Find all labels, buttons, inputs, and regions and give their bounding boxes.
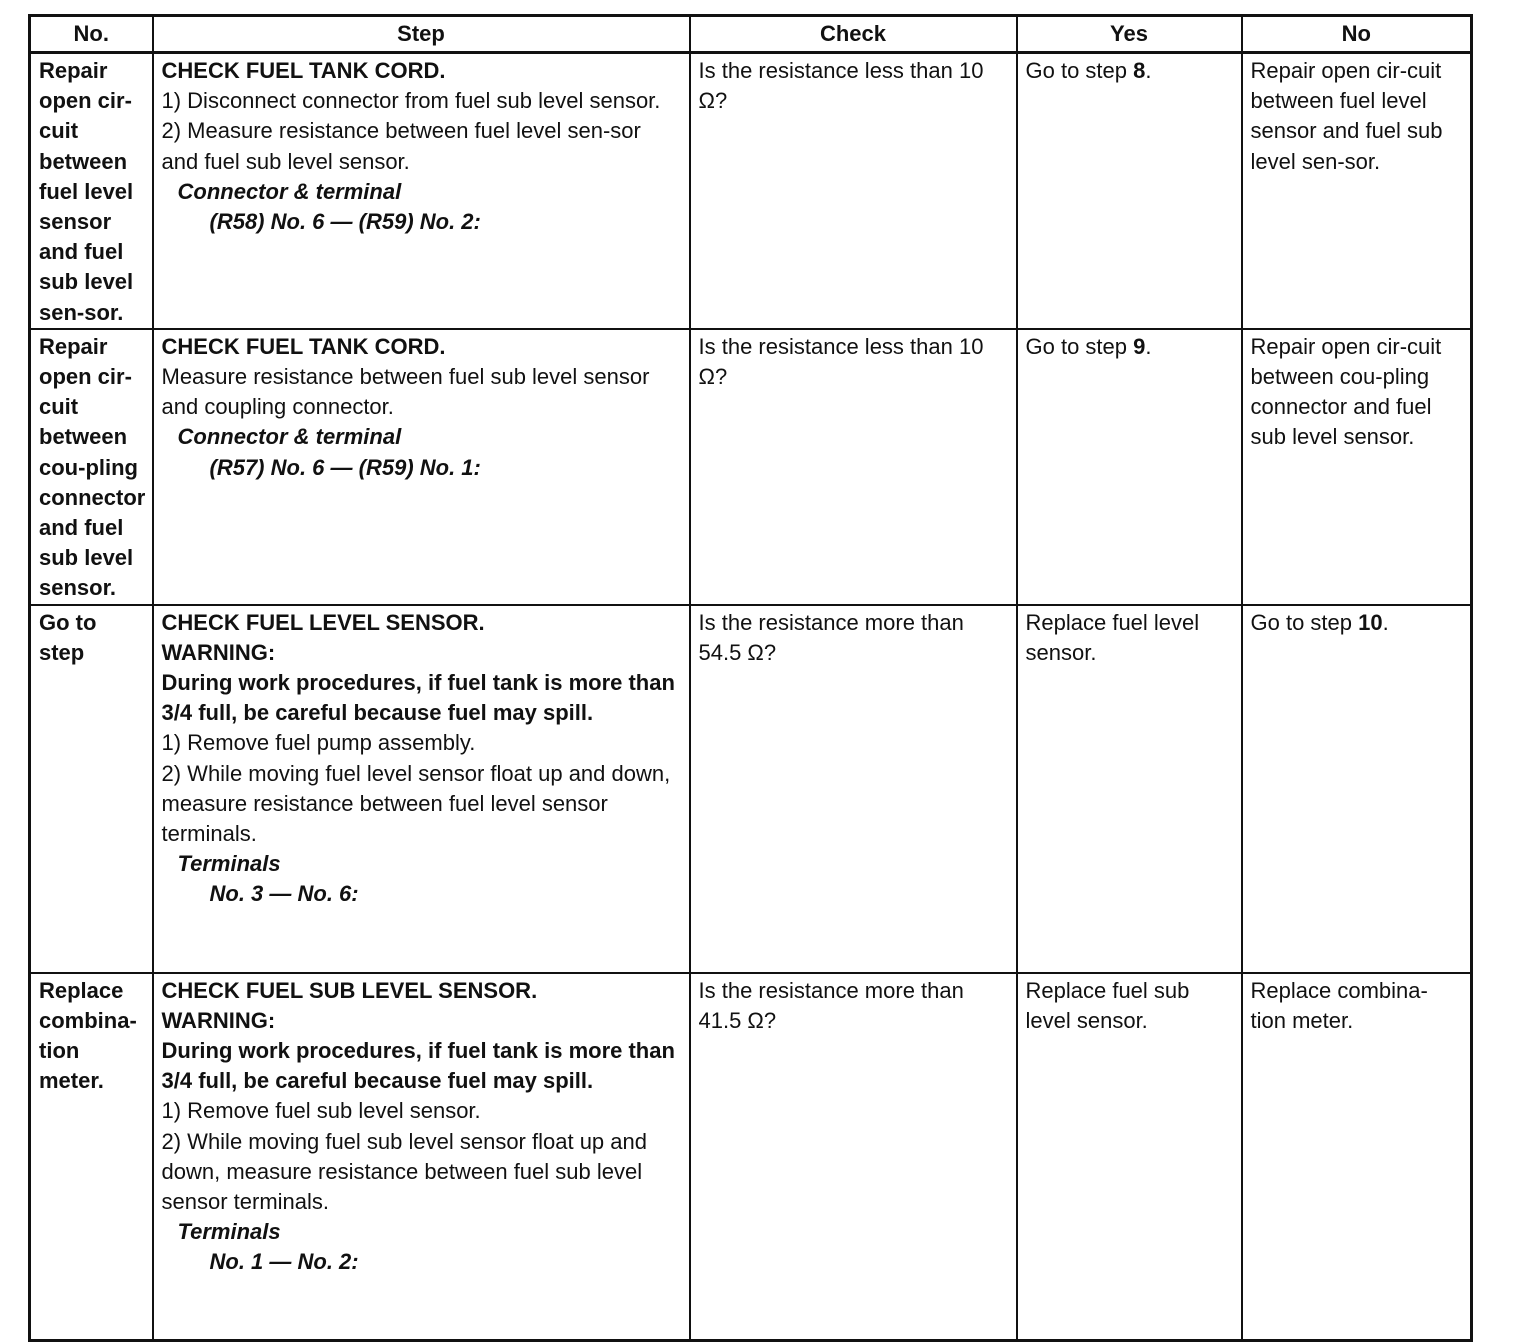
- yes-cell: Replace fuel level sensor.: [1017, 605, 1242, 973]
- connector-label: Connector & terminal: [177, 178, 402, 204]
- diagnostic-table: [28, 14, 1473, 1342]
- connector-value: (R58) No. 6 — (R59) No. 2:: [209, 209, 481, 235]
- no-cell: [1242, 605, 1472, 973]
- table-row: [30, 605, 1472, 973]
- step-title: CHECK FUEL TANK CORD.: [161, 333, 446, 359]
- header-no-column: No: [1242, 16, 1472, 53]
- no-cell: Repair open cir-cuit between cou-pling connector and fuel sub level sensor.: [1242, 329, 1472, 605]
- check-cell: Is the resistance more than 54.5 Ω?: [690, 605, 1017, 973]
- step-cell: [153, 605, 690, 973]
- step-number: Replace combina-tion meter.: [30, 973, 153, 1341]
- step-instruction: 2) While moving fuel level sensor float up and down, measure resistance between fuel level sensor terminals.: [161, 760, 671, 847]
- terminals-label: Terminals: [177, 851, 281, 877]
- terminals-value: No. 3 — No. 6:: [209, 881, 359, 907]
- step-number: Repair open cir-cuit between fuel level sensor and fuel sub level sen-sor.: [30, 53, 153, 329]
- step-instruction: 1) Remove fuel pump assembly.: [161, 730, 476, 756]
- no-text: Go to step: [1250, 609, 1359, 635]
- step-instruction: 1) Remove fuel sub level sensor.: [161, 1098, 481, 1124]
- header-row: [30, 16, 1472, 53]
- step-instruction: 1) Disconnect connector from fuel sub level sensor.: [161, 88, 661, 114]
- yes-step-ref: 8: [1133, 58, 1146, 83]
- header-check: Check: [690, 16, 1017, 53]
- table-row: [30, 329, 1472, 605]
- table-row: [30, 53, 1472, 329]
- step-title: CHECK FUEL TANK CORD.: [161, 58, 446, 83]
- step-number: Repair open cir-cuit between cou-pling connector and fuel sub level sensor.: [30, 329, 153, 605]
- table-row: [30, 973, 1472, 1341]
- step-instruction: Measure resistance between fuel sub level sensor and coupling connector.: [161, 364, 650, 420]
- check-cell: Is the resistance less than 10 Ω?: [690, 53, 1017, 329]
- terminals-label: Terminals: [177, 1219, 281, 1245]
- no-cell: Repair open cir-cuit between fuel level sensor and fuel sub level sen-sor.: [1242, 53, 1472, 329]
- no-step-ref: 10: [1358, 609, 1383, 635]
- no-suffix: .: [1382, 609, 1389, 635]
- connector-value: (R57) No. 6 — (R59) No. 1:: [209, 454, 481, 480]
- step-number: Go to step: [30, 605, 153, 973]
- check-cell: Is the resistance less than 10 Ω?: [690, 329, 1017, 605]
- check-cell: Is the resistance more than 41.5 Ω?: [690, 973, 1017, 1341]
- connector-label: Connector & terminal: [177, 424, 402, 450]
- terminals-value: No. 1 — No. 2:: [209, 1249, 359, 1275]
- step-cell: [153, 329, 690, 605]
- yes-cell: [1017, 53, 1242, 329]
- yes-cell: [1017, 329, 1242, 605]
- header-step: Step: [153, 16, 690, 53]
- step-title: CHECK FUEL LEVEL SENSOR.: [161, 609, 485, 635]
- yes-text: Go to step: [1025, 58, 1134, 83]
- step-cell: [153, 53, 690, 329]
- yes-step-ref: 9: [1133, 333, 1146, 359]
- header-no: No.: [30, 16, 153, 53]
- step-instruction: 2) While moving fuel sub level sensor float up and down, measure resistance between fuel sub level sensor terminals.: [161, 1128, 647, 1215]
- step-cell: [153, 973, 690, 1341]
- step-instruction: 2) Measure resistance between fuel level sen-sor and fuel sub level sensor.: [161, 118, 641, 174]
- yes-text: Go to step: [1025, 333, 1134, 359]
- no-cell: Replace combina-tion meter.: [1242, 973, 1472, 1341]
- step-title: CHECK FUEL SUB LEVEL SENSOR.: [161, 977, 538, 1003]
- warning-text: During work procedures, if fuel tank is more than 3/4 full, be careful because fuel may spill.: [161, 1038, 675, 1094]
- warning-text: During work procedures, if fuel tank is more than 3/4 full, be careful because fuel may spill.: [161, 670, 675, 726]
- yes-suffix: .: [1145, 58, 1152, 83]
- warning-label: WARNING:: [161, 1007, 276, 1033]
- yes-suffix: .: [1145, 333, 1152, 359]
- header-yes: Yes: [1017, 16, 1242, 53]
- yes-cell: Replace fuel sub level sensor.: [1017, 973, 1242, 1341]
- warning-label: WARNING:: [161, 639, 276, 665]
